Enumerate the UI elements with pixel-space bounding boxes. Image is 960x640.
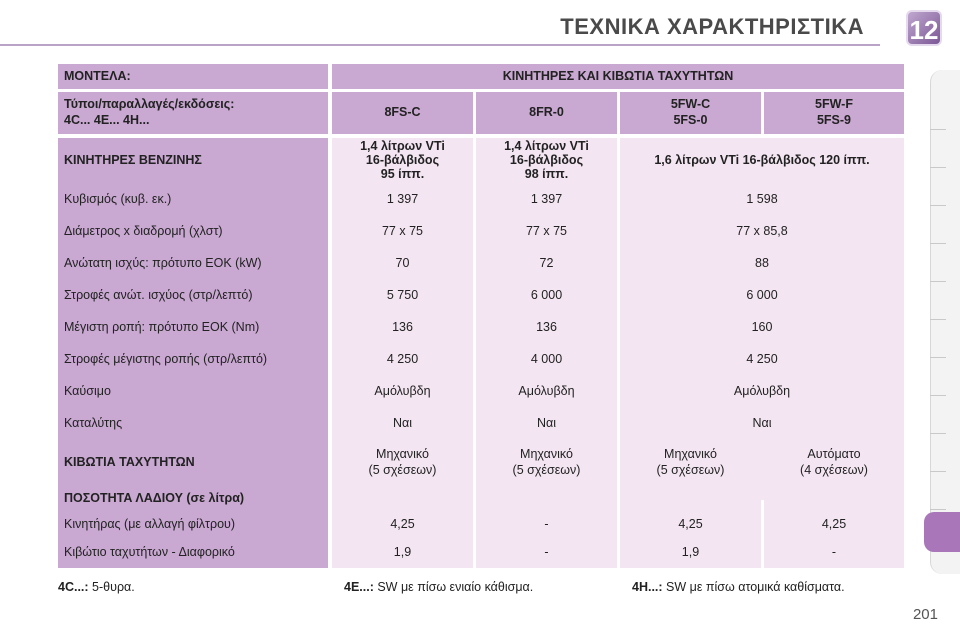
spec-row (58, 312, 904, 344)
spec-value: Αμόλυβδη (518, 384, 575, 399)
footnote-key: 4H...: (632, 580, 663, 594)
spec-value: 6 000 (530, 288, 563, 303)
oil-value: 1,9 (681, 545, 700, 560)
page-title: ΤΕΧΝΙΚΑ ΧΑΡΑΚΤΗΡΙΣΤΙΚΑ (560, 14, 864, 39)
models-label: ΜΟΝΤΕΛΑ: (58, 64, 328, 89)
spec-label: Ανώτατη ισχύς: πρότυπο ΕΟΚ (kW) (64, 256, 262, 271)
spec-label: Στροφές μέγιστης ροπής (στρ/λεπτό) (64, 352, 268, 367)
spec-value: 5 750 (386, 288, 419, 303)
petrol-label: ΚΙΝΗΤΗΡΕΣ ΒΕΝΖΙΝΗΣ (64, 153, 202, 168)
oil-row-engine (58, 512, 904, 538)
petrol-engine-2 (476, 140, 617, 182)
footnote-key: 4E...: (344, 580, 374, 594)
gearbox-type: Μηχανικό (376, 447, 429, 462)
models-row (58, 64, 904, 89)
spec-value: Ναι (392, 416, 413, 431)
petrol-engine-3-4: 1,6 λίτρων VTi 16-βάλβιδος 120 ίππ. (654, 153, 870, 168)
gearbox-col-2 (476, 442, 617, 484)
spec-row (58, 408, 904, 440)
oil-row-label: Κινητήρας (με αλλαγή φίλτρου) (64, 517, 236, 532)
gearbox-type: Αυτόματο (807, 447, 861, 462)
spec-value: Αμόλυβδη (733, 384, 791, 399)
gearbox-col-4 (764, 442, 904, 484)
gearbox-col-3 (620, 442, 761, 484)
gearbox-ratios: (5 σχέσεων) (656, 463, 725, 477)
spec-label: Κυβισμός (κυβ. εκ.) (64, 192, 172, 207)
gearbox-col-1 (332, 442, 473, 484)
chapter-badge: 12 (906, 10, 942, 46)
header-rule (0, 44, 880, 46)
footnote-text: SW με πίσω ατομικά καθίσματα. (662, 580, 845, 594)
engine-line: 98 ίππ. (524, 166, 569, 181)
footnote-text: 5-θυρα. (88, 580, 135, 594)
engine-line: 95 ίππ. (380, 166, 425, 181)
type-col-4 (764, 92, 904, 134)
spec-row (58, 376, 904, 408)
gearbox-label: ΚΙΒΩΤΙΑ ΤΑΧΥΤΗΤΩΝ (58, 442, 328, 484)
spec-row (58, 216, 904, 248)
spec-label: Μέγιστη ροπή: πρότυπο ΕΟΚ (Nm) (64, 320, 260, 335)
gearbox-row (58, 442, 904, 484)
gearbox-ratios: (5 σχέσεων) (512, 463, 581, 477)
spec-value: 160 (751, 320, 773, 335)
engines-gearboxes-header: ΚΙΝΗΤΗΡΕΣ ΚΑΙ ΚΙΒΩΤΙΑ ΤΑΧΥΤΗΤΩΝ (332, 64, 904, 89)
gearbox-type: Μηχανικό (664, 447, 717, 462)
spec-value: 1 397 (530, 192, 563, 207)
spec-row (58, 248, 904, 280)
oil-value: 4,25 (390, 517, 415, 532)
oil-value: 4,25 (678, 517, 703, 532)
gearbox-type: Μηχανικό (520, 447, 573, 462)
type-code: 8FS-C (384, 105, 421, 120)
spec-value: Ναι (752, 416, 772, 431)
gearbox-ratios: (4 σχέσεων) (800, 463, 868, 477)
oil-row-label: Κιβώτιο ταχυτήτων - Διαφορικό (64, 545, 235, 560)
engine-line: 16-βάλβιδος (365, 153, 440, 168)
types-row (58, 92, 904, 134)
spec-value: 72 (539, 256, 554, 271)
spec-label: Καύσιμο (64, 384, 111, 399)
spec-value: 136 (536, 320, 557, 335)
oil-header-row (58, 488, 904, 510)
oil-value: - (831, 545, 837, 560)
spec-value: Αμόλυβδη (374, 384, 431, 399)
spec-value: 4 000 (530, 352, 563, 367)
type-col-2 (476, 92, 617, 134)
type-code: 8FR-0 (529, 105, 564, 120)
gearbox-ratios: (5 σχέσεων) (368, 463, 437, 477)
petrol-row (58, 140, 904, 182)
footnote-text: SW με πίσω ενιαίο κάθισμα. (373, 580, 534, 594)
spec-label: Καταλύτης (64, 416, 123, 431)
chapter-index-ticks (930, 92, 946, 562)
footnotes (58, 580, 904, 598)
spec-value: 1 598 (746, 192, 778, 207)
spec-value: 4 250 (386, 352, 419, 367)
spec-row (58, 280, 904, 312)
spec-value: 136 (392, 320, 413, 335)
spec-value: 70 (395, 256, 410, 271)
chapter-tab-active[interactable] (924, 512, 960, 552)
spec-value: 6 000 (746, 288, 778, 303)
footnote-4c (58, 580, 135, 594)
engine-line: 1,4 λίτρων VTi (504, 139, 589, 154)
spec-row (58, 344, 904, 376)
page-number: 201 (912, 606, 938, 623)
footnote-4h (632, 580, 845, 594)
spec-value: 88 (755, 256, 769, 271)
oil-value: 4,25 (821, 517, 847, 532)
spec-label: Διάμετρος x διαδρομή (χλστ) (64, 224, 223, 239)
engine-line: 16-βάλβιδος (509, 153, 584, 168)
page-header (0, 0, 960, 60)
engine-line: 1,4 λίτρων VTi (360, 139, 445, 154)
spec-value: 77 x 75 (381, 224, 423, 239)
spec-value: 4 250 (746, 352, 778, 367)
spec-value: 1 397 (386, 192, 419, 207)
spec-label: Στροφές ανώτ. ισχύος (στρ/λεπτό) (64, 288, 253, 303)
type-code: 5FW-F (815, 97, 853, 112)
types-label-line2: 4C... 4E... 4H... (64, 113, 150, 127)
petrol-engine-1 (332, 140, 473, 182)
spec-value: Ναι (536, 416, 557, 431)
type-code: 5FW-C (670, 97, 711, 112)
spec-row (58, 184, 904, 216)
types-label-line1: Τύποι/παραλλαγές/εκδόσεις: (64, 97, 235, 112)
type-code-alt: 5FS-9 (816, 113, 852, 127)
oil-value: 1,9 (393, 545, 412, 560)
spec-value: 77 x 85,8 (736, 224, 788, 239)
footnote-4e (344, 580, 533, 594)
oil-value: - (544, 517, 549, 532)
spec-value: 77 x 75 (525, 224, 567, 239)
types-label (58, 92, 328, 134)
type-code-alt: 5FS-0 (673, 113, 708, 127)
oil-row-gearbox (58, 540, 904, 566)
oil-value: - (544, 545, 549, 560)
type-col-3 (620, 92, 761, 134)
type-col-1 (332, 92, 473, 134)
oil-label: ΠΟΣΟΤΗΤΑ ΛΑΔΙΟΥ (σε λίτρα) (64, 491, 245, 506)
footnote-key: 4C...: (58, 580, 89, 594)
